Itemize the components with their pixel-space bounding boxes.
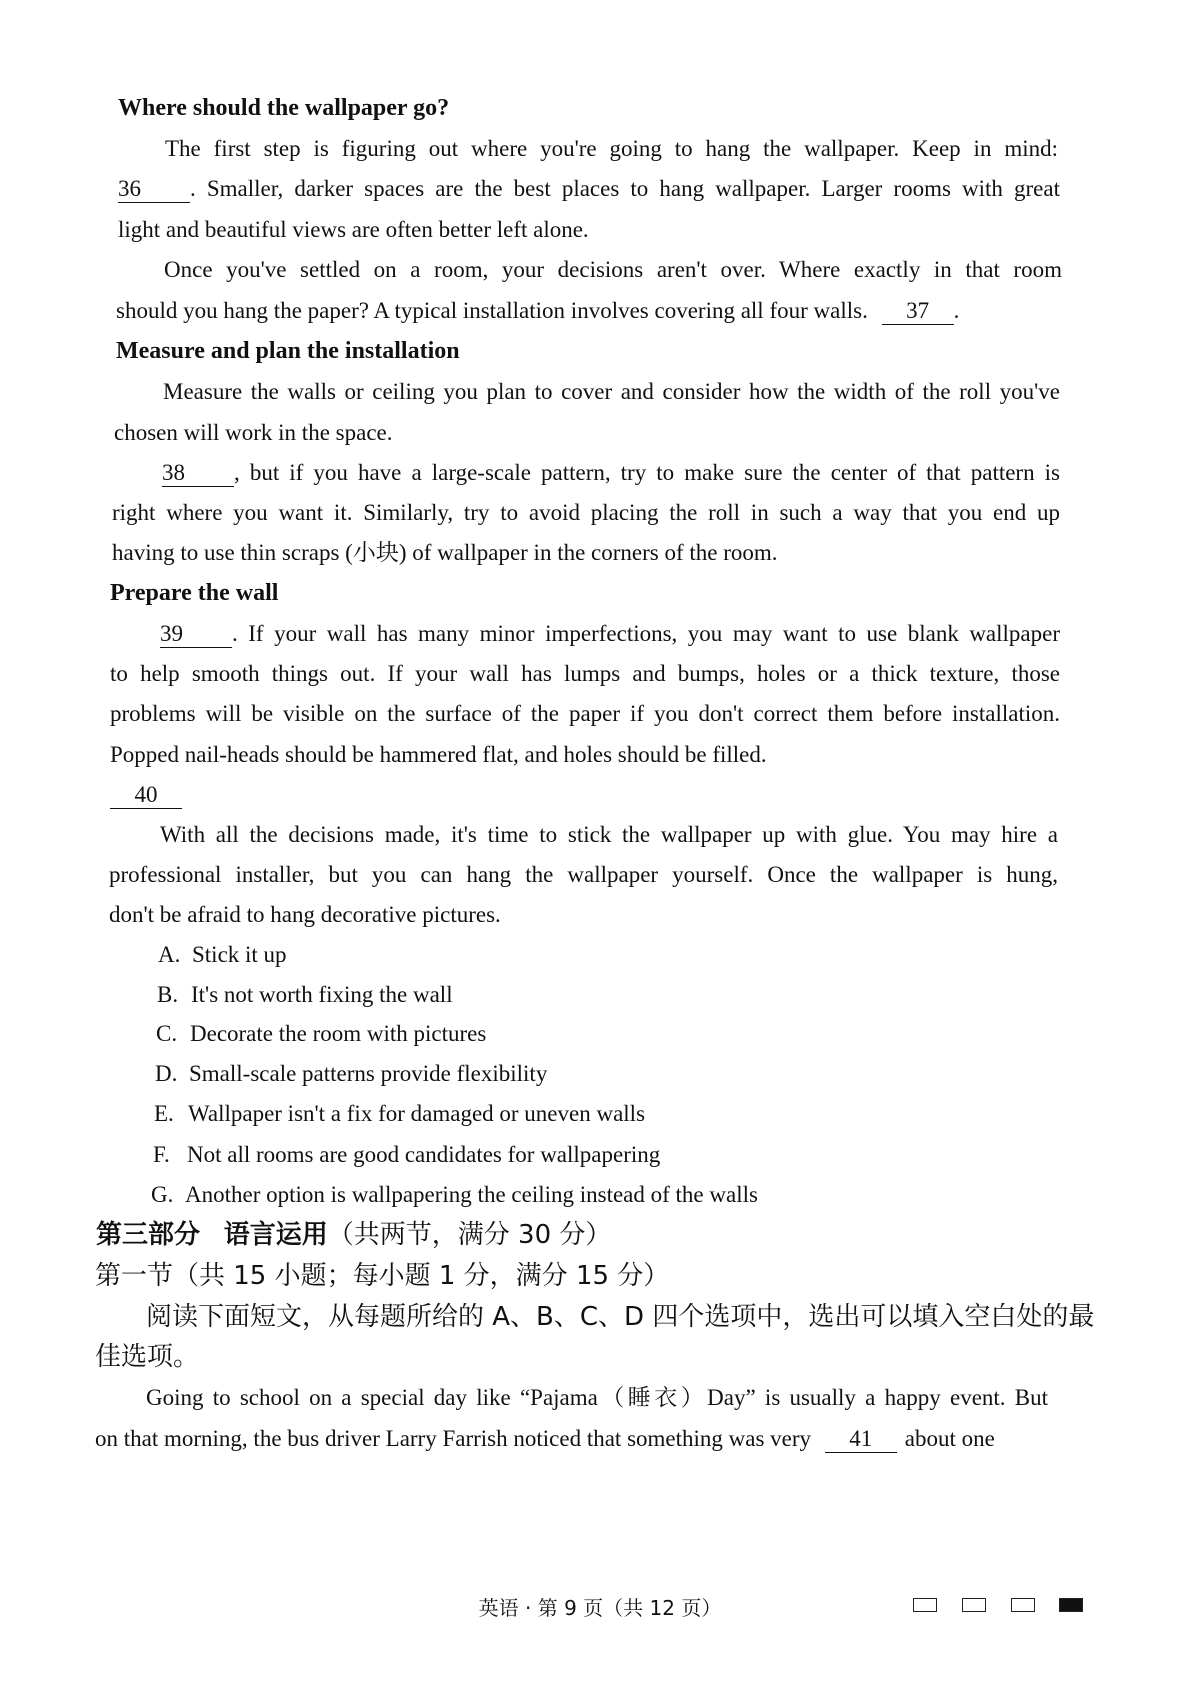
option-d xyxy=(155,1059,547,1089)
option-letter: D. xyxy=(155,1061,178,1086)
option-e xyxy=(154,1099,645,1129)
para4-line2: right where you want it. Similarly, try to avoid placing the roll in such a way that you end up xyxy=(112,500,1060,525)
para5-line4: Popped nail-heads should be hammered flat, and holes should be filled. xyxy=(110,742,767,767)
page-footer: 英语 · 第 9 页（共 12 页） xyxy=(478,1596,722,1620)
para5-line1 xyxy=(160,619,1060,649)
para1-line2-text: . Smaller, darker spaces are the best places to hang wallpaper. Larger rooms with great xyxy=(190,176,1060,201)
para3-line2: chosen will work in the space. xyxy=(114,420,393,445)
part3-title-b: 语言运用 xyxy=(223,1220,328,1250)
para1-line2 xyxy=(118,174,1060,204)
part3-title xyxy=(96,1220,611,1251)
blank-40: 40 xyxy=(110,782,182,809)
option-letter: B. xyxy=(157,982,179,1007)
para6-line1: With all the decisions made, it's time to stick the wallpaper up with glue. You may hire a xyxy=(160,822,1058,847)
page-marker-box xyxy=(962,1598,986,1612)
option-letter: F. xyxy=(153,1142,170,1167)
part3-title-c: （共两节，满分 30 分） xyxy=(327,1220,612,1250)
para2-line2-end: . xyxy=(953,298,960,323)
instruction-line2: 佳选项。 xyxy=(95,1342,200,1372)
option-text: Stick it up xyxy=(192,942,287,967)
story-line2 xyxy=(95,1424,995,1454)
heading-measure: Measure and plan the installation xyxy=(116,338,460,364)
story-line1: Going to school on a special day like “Pajama（睡衣）Day” is usually a happy event. But xyxy=(146,1385,1048,1410)
option-text: Another option is wallpapering the ceiling instead of the walls xyxy=(185,1182,758,1207)
story-line2-text: on that morning, the bus driver Larry Farrish noticed that something was very xyxy=(95,1426,812,1451)
option-text: It's not worth fixing the wall xyxy=(191,982,453,1007)
para2-line2-text: should you hang the paper? A typical installation involves covering all four walls. xyxy=(116,298,868,323)
heading-40 xyxy=(110,780,182,810)
para1-line1: The first step is figuring out where you're going to hang the wallpaper. Keep in mind: xyxy=(165,136,1058,161)
para4-line1 xyxy=(162,458,1060,488)
para6-line3: don't be afraid to hang decorative pictures. xyxy=(109,902,501,927)
blank-37: 37 xyxy=(882,298,954,325)
blank-36: 36 xyxy=(118,176,190,203)
para5-line2: to help smooth things out. If your wall has lumps and bumps, holes or a thick texture, those xyxy=(110,661,1060,686)
option-g xyxy=(151,1180,758,1210)
option-letter: E. xyxy=(154,1101,174,1126)
option-c xyxy=(156,1019,486,1049)
page-marker-box xyxy=(913,1598,937,1612)
option-text: Not all rooms are good candidates for wallpapering xyxy=(187,1142,661,1167)
part3-title-a: 第三部分 xyxy=(96,1220,201,1250)
story-line2-end: about one xyxy=(904,1426,995,1451)
heading-where: Where should the wallpaper go? xyxy=(118,95,450,121)
para1-line3: light and beautiful views are often better left alone. xyxy=(118,217,589,242)
instruction-line1: 阅读下面短文，从每题所给的 A、B、C、D 四个选项中，选出可以填入空白处的最 xyxy=(146,1302,1095,1332)
option-letter: C. xyxy=(156,1021,178,1046)
blank-41: 41 xyxy=(825,1426,897,1453)
option-letter: A. xyxy=(158,942,181,967)
para5-line1-text: . If your wall has many minor imperfections, you may want to use blank wallpaper xyxy=(232,621,1060,646)
option-f xyxy=(153,1140,660,1170)
heading-prepare: Prepare the wall xyxy=(110,580,279,606)
option-b xyxy=(157,980,453,1010)
blank-38: 38 xyxy=(162,460,234,487)
section1-title: 第一节（共 15 小题；每小题 1 分，满分 15 分） xyxy=(95,1261,670,1291)
para3-line1: Measure the walls or ceiling you plan to cover and consider how the width of the roll you've xyxy=(163,379,1060,404)
option-text: Wallpaper isn't a fix for damaged or uneven walls xyxy=(188,1101,646,1126)
para4-line3: having to use thin scraps (小块) of wallpaper in the corners of the room. xyxy=(112,540,778,565)
option-text: Small-scale patterns provide flexibility xyxy=(189,1061,548,1086)
para4-line1-text: , but if you have a large-scale pattern, try to make sure the center of that pattern is xyxy=(234,460,1060,485)
option-letter: G. xyxy=(151,1182,174,1207)
page-marker-box xyxy=(1011,1598,1035,1612)
option-a xyxy=(158,940,287,970)
para6-line2: professional installer, but you can hang the wallpaper yourself. Once the wallpaper is hung, xyxy=(109,862,1058,887)
option-text: Decorate the room with pictures xyxy=(190,1021,487,1046)
para5-line3: problems will be visible on the surface of the paper if you don't correct them before installation. xyxy=(110,701,1060,726)
blank-39: 39 xyxy=(160,621,232,648)
page-marker-box-filled xyxy=(1059,1598,1083,1612)
para2-line1: Once you've settled on a room, your decisions aren't over. Where exactly in that room xyxy=(164,257,1062,282)
para2-line2 xyxy=(116,296,959,326)
